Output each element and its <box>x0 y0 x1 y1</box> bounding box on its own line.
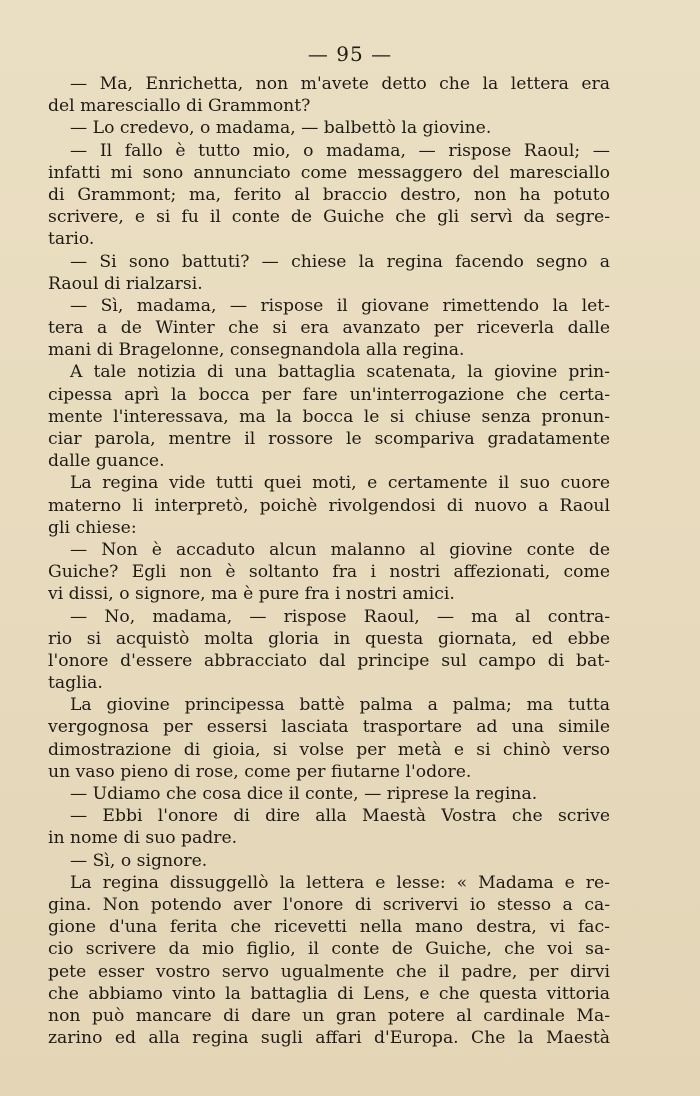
text-line: Guiche? Egli non è soltanto fra i nostri affezionati, come <box>48 562 610 583</box>
text-line: materno li interpretò, poichè rivolgendosi di nuovo a Raoul <box>48 495 610 516</box>
text-line: — Lo credevo, o madama, — balbettò la giovine. <box>70 118 492 139</box>
body-text <box>48 73 610 1049</box>
text-line: del maresciallo di Grammont? <box>48 96 311 117</box>
text-line: ciar parola, mentre il rossore le scompariva gradatamente <box>48 429 610 449</box>
text-line: infatti mi sono annunciato come messaggero del maresciallo <box>48 162 610 183</box>
text-line: gina. Non potendo aver l'onore di scrivervi io stesso a ca- <box>48 894 610 915</box>
text-line: — Ma, Enrichetta, non m'avete detto che la lettera era <box>70 74 610 94</box>
text-line: — Udiamo che cosa dice il conte, — riprese la regina. <box>70 784 538 804</box>
page-number: — 95 — <box>307 42 393 66</box>
text-line: un vaso pieno di rose, come per fiutarne l'odore. <box>48 761 472 782</box>
text-line: tario. <box>48 229 95 250</box>
text-line: vergognosa per essersi lasciata trasportare ad una simile <box>48 717 610 738</box>
text-line: La regina vide tutti quei moti, e certamente il suo cuore <box>70 473 610 494</box>
text-line: gione d'una ferita che ricevetti nella mano destra, vi fac- <box>48 917 610 938</box>
text-line: A tale notizia di una battaglia scatenata, la giovine prin- <box>70 362 610 383</box>
text-line: — Non è accaduto alcun malanno al giovine conte de <box>70 539 610 560</box>
text-line: pete esser vostro servo ugualmente che il padre, per dirvi <box>48 961 610 982</box>
text-line: La giovine principessa battè palma a palma; ma tutta <box>70 695 610 716</box>
text-line: non può mancare di dare un gran potere al cardinale Ma- <box>48 1005 610 1026</box>
text-line: che abbiamo vinto la battaglia di Lens, e che questa vittoria <box>48 983 610 1004</box>
text-line: dalle guance. <box>48 451 165 472</box>
text-line: Raoul di rialzarsi. <box>48 273 203 294</box>
text-line: di Grammont; ma, ferito al braccio destro, non ha potuto <box>48 184 610 205</box>
text-line: cipessa aprì la bocca per fare un'interrogazione che certa- <box>48 384 610 405</box>
text-line: — Ebbi l'onore di dire alla Maestà Vostra che scrive <box>70 806 610 827</box>
text-line: — Sì, o signore. <box>70 850 208 871</box>
text-line: mani di Bragelonne, consegnandola alla regina. <box>48 340 465 361</box>
text-line: cio scrivere da mio figlio, il conte de Guiche, che voi sa- <box>48 939 610 960</box>
text-line: dimostrazione di gioia, si volse per metà e si chinò verso <box>48 739 610 760</box>
text-line: rio si acquistò molta gloria in questa giornata, ed ebbe <box>48 628 610 649</box>
text-line: La regina dissuggellò la lettera e lesse: « Madama e re- <box>70 872 610 893</box>
text-line: — No, madama, — rispose Raoul, — ma al contra- <box>70 606 610 627</box>
text-line: taglia. <box>48 673 103 694</box>
text-line: — Si sono battuti? — chiese la regina facendo segno a <box>70 251 610 272</box>
text-line: gli chiese: <box>48 517 137 538</box>
text-line: mente l'interessava, ma la bocca le si chiuse senza pronun- <box>48 406 610 427</box>
text-line: — Sì, madama, — rispose il giovane rimettendo la let- <box>70 295 610 316</box>
text-line: zarino ed alla regina sugli affari d'Europa. Che la Maestà <box>48 1028 610 1049</box>
text-line: vi dissi, o signore, ma è pure fra i nostri amici. <box>48 584 455 605</box>
text-line: in nome di suo padre. <box>48 828 238 849</box>
text-line: l'onore d'essere abbracciato dal principe sul campo di bat- <box>48 650 610 671</box>
text-line: tera a de Winter che si era avanzato per riceverla dalle <box>48 318 610 339</box>
text-line: — Il fallo è tutto mio, o madama, — rispose Raoul; — <box>70 140 610 161</box>
text-line: scrivere, e si fu il conte de Guiche che gli servì da segre- <box>48 207 610 228</box>
